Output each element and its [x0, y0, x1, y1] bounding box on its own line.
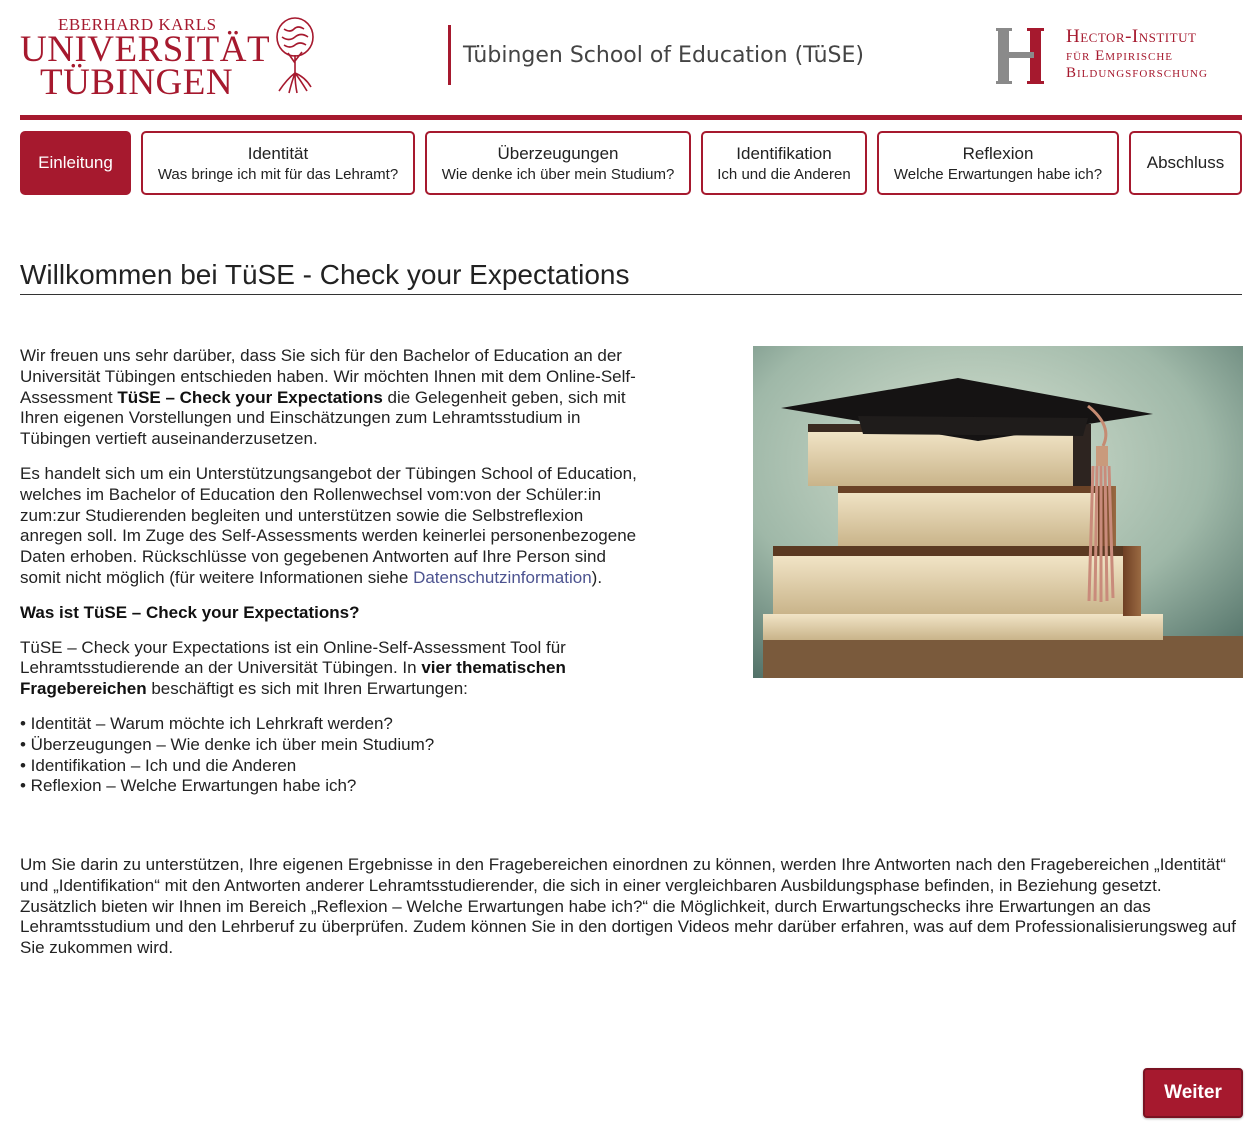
list-item: • Reflexion – Welche Erwartungen habe ich?	[20, 776, 357, 796]
section-nav	[20, 131, 1242, 195]
intro-paragraph-4-block	[20, 855, 1242, 959]
header-divider	[20, 115, 1242, 120]
tab-abschluss[interactable]	[1129, 131, 1242, 195]
tab-label: Überzeugungen	[497, 143, 619, 163]
list-item: • Identität – Warum möchte ich Lehrkraft werden?	[20, 713, 393, 733]
intro-paragraph-3	[20, 638, 640, 700]
tab-identitaet[interactable]	[141, 131, 415, 195]
school-title: Tübingen School of Education (TüSE)	[463, 42, 864, 68]
tab-identifikation[interactable]	[701, 131, 867, 195]
intro-paragraph-4: Um Sie darin zu unterstützen, Ihre eigenen Ergebnisse in den Fragebereichen einordnen zu können, werden Ihre Antworten nach den Fragebereichen „Identität“ und „Identifikation“ mit den Antworten anderer Lehramtsstudierender, die sich in einer vergleichbaren Ausbildungsphase befinden, in Beziehung gesetzt.	[20, 855, 1226, 895]
tab-sublabel: Welche Erwartungen habe ich?	[893, 165, 1103, 183]
tab-label: Einleitung	[38, 153, 113, 172]
text: Es handelt sich um ein Unterstützungsangebot der Tübingen School of Education, welches im Bachelor of Education den Rollenwechsel vom:von der Schüler:in zum:zur Studierenden begleiten und unterstützen sowie die Selbstreflexion anregen soll. Im Zuge des Self-Assessments werden keinerlei personenbezogene Daten erhoben. Rückschlüsse von gegebenen Antworten auf Ihre Person sind somit nicht möglich (für weitere Informationen siehe	[20, 463, 637, 587]
list-item: • Überzeugungen – Wie denke ich über mein Studium?	[20, 734, 435, 754]
text: ).	[591, 567, 603, 587]
site-header	[20, 10, 1242, 110]
bold-text: TüSE – Check your Expectations	[117, 387, 383, 407]
hector-h-icon	[996, 26, 1052, 86]
tab-label: Identifikation	[736, 143, 832, 163]
hector-line1: Hector-Institut	[1066, 26, 1197, 47]
next-button[interactable]: Weiter	[1143, 1068, 1243, 1118]
intro-paragraph-5: Zusätzlich bieten wir Ihnen im Bereich „Reflexion – Welche Erwartungen habe ich?“ die Möglichkeit, durch Erwartungschecks ihre Erwartungen an das Lehramtsstudium und den Lehrberuf zu überprüfen. Zudem können Sie in den dortigen Videos mehr darüber erfahren, was auf dem Professionalisierungsweg auf Sie zukommen wird.	[20, 896, 1236, 958]
hector-line3: Bildungsforschung	[1066, 65, 1208, 82]
tab-reflexion[interactable]	[877, 131, 1119, 195]
school-title-block	[448, 25, 864, 85]
list-item: • Identifikation – Ich und die Anderen	[20, 755, 297, 775]
intro-paragraph-1	[20, 346, 640, 450]
text: beschäftigt es sich mit Ihren Erwartungen:	[146, 679, 468, 699]
text: Wir freuen uns sehr darüber, dass Sie sich für den Bachelor of Education an der Universität Tübingen entschieden haben. Wir möchten Ihnen mit dem Online-Self-Assessment	[20, 346, 636, 407]
intro-paragraph-2	[20, 464, 640, 589]
hector-line2: für Empirische	[1066, 47, 1173, 64]
text: TüSE – Check your Expectations ist ein Online-Self-Assessment Tool für Lehramtsstudierende an der Universität Tübingen. In	[20, 637, 566, 678]
bold-text: vier thematischen Fragebereichen	[20, 658, 566, 699]
university-logo[interactable]	[20, 15, 320, 103]
tab-label: Abschluss	[1146, 153, 1225, 172]
tree-logo-icon	[270, 15, 320, 97]
heading-text: Was ist TüSE – Check your Expectations?	[20, 602, 360, 622]
uni-logo-line2: UNIVERSITÄT	[20, 29, 271, 70]
tab-label: Identität	[247, 143, 309, 163]
intro-content	[20, 346, 640, 797]
topic-list	[20, 714, 640, 797]
tab-label: Reflexion	[962, 143, 1034, 163]
tab-einleitung[interactable]	[20, 131, 131, 195]
hector-institute-logo[interactable]	[996, 26, 1242, 88]
tab-sublabel: Wie denke ich über mein Studium?	[441, 165, 675, 183]
hector-text	[1066, 26, 1208, 82]
privacy-link[interactable]: Datenschutzinformation	[413, 567, 592, 587]
tab-sublabel: Was bringe ich mit für das Lehramt?	[157, 165, 399, 183]
books-graduation-cap-image	[753, 346, 1243, 678]
uni-logo-line1: EBERHARD KARLS	[58, 15, 217, 34]
page-title: Willkommen bei TüSE - Check your Expectations	[20, 258, 1242, 295]
uni-logo-line3: TÜBINGEN	[40, 62, 234, 103]
tab-ueberzeugungen[interactable]	[425, 131, 691, 195]
text: die Gelegenheit geben, sich mit Ihren eigenen Vorstellungen und Einschätzungen zum Lehramtsstudium in Tübingen vertieft auseinanderzusetzen.	[20, 387, 626, 449]
tab-sublabel: Ich und die Anderen	[717, 165, 851, 183]
section-heading	[20, 603, 640, 624]
